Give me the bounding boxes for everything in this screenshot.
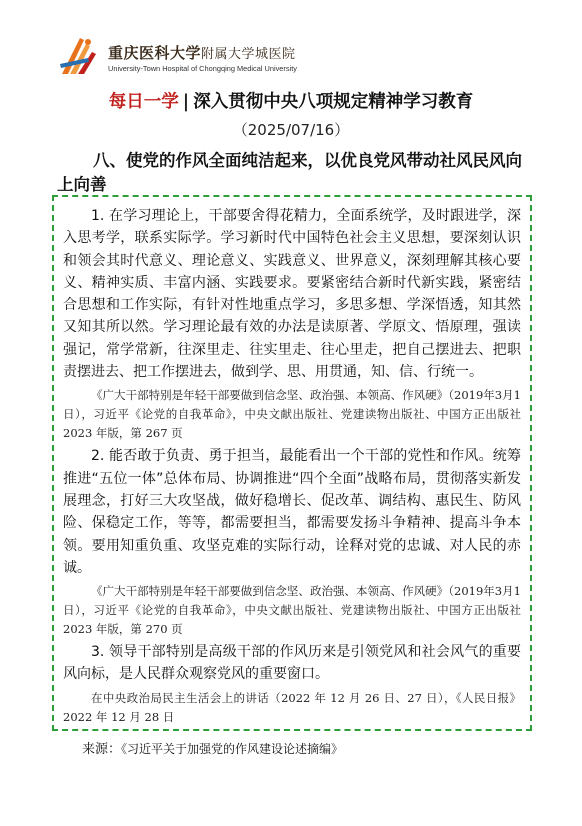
publish-date: （2025/07/16） bbox=[232, 121, 350, 139]
source-value: 《习近平关于加强党的作风建设论述摘编》 bbox=[121, 742, 344, 756]
section-heading: 八、使党的作风全面纯洁起来，以优良党风带动社风民风向上向善 bbox=[57, 151, 522, 194]
page-title bbox=[0, 88, 582, 113]
item-citation: 在中央政治局民主生活会上的讲话（2022 年 12 月 26 日、27 日），《人民日报》2022 年 12 月 28 日 bbox=[63, 690, 521, 724]
item-text: 2. 能否敢于负责、勇于担当，最能看出一个干部的党性和作风。统筹推进“五位一体”总体布局、协调推进“四个全面”战略布局，贯彻落实新发展理念，打好三大攻坚战，做好稳增长、促改革、调结构、惠民生、防风险、保稳定工作，等等，都需要担当，都需要发扬斗争精神、提高斗争本领。要用知重负重、攻坚克难的实际行动，诠释对党的忠诚、对人民的赤诚。 bbox=[63, 448, 521, 576]
hospital-header bbox=[58, 34, 298, 80]
item-text: 1. 在学习理论上，干部要舍得花精力，全面系统学，及时跟进学，深入思考学，联系实际学。学习新时代中国特色社会主义思想，要深刻认识和领会其时代意义、理论意义、实践意义、世界意义，深刻理解其核心要义、精神实质、丰富内涵、实践要求。要紧密结合新时代新实践，紧密结合思想和工作实际，有针对性地重点学习，多思多想、学深悟透，知其然又知其所以然。学习理论最有效的办法是读原著、学原文、悟原理，强读强记，常学常新，往深里走、往实里走、往心里走，把自己摆进去、把职责摆进去、把工作摆进去，做到学、思、用贯通，知、信、行统一。 bbox=[63, 208, 521, 381]
item-text: 3. 领导干部特别是高级干部的作风历来是引领党风和社会风气的重要风向标，是人民群众观察党风的重要窗口。 bbox=[63, 644, 521, 683]
title-tag: 每日一学 bbox=[108, 92, 179, 112]
source-label: 来源： bbox=[82, 742, 122, 757]
item-citation: 《广大干部特别是年轻干部要做到信念坚、政治强、本领高、作风硬》（2019年3月1日），习近平《论党的自我革命》，中央文献出版社、党建读物出版社、中国方正出版社 2023 年版，第 267 页 bbox=[63, 388, 521, 441]
source-line bbox=[82, 738, 343, 757]
item-citation: 《广大干部特别是年轻干部要做到信念坚、政治强、本领高、作风硬》（2019年3月1日），习近平《论党的自我革命》，中央文献出版社、党建读物出版社、中国方正出版社 2023 年版，第 270 页 bbox=[63, 584, 521, 637]
hospital-name-cn: 重庆医科大学附属大学城医院 bbox=[108, 44, 296, 62]
content-box bbox=[52, 195, 532, 731]
title-separator: | bbox=[182, 92, 190, 112]
cqmu-logo bbox=[58, 34, 102, 78]
title-text: 深入贯彻中央八项规定精神学习教育 bbox=[193, 92, 474, 112]
hospital-name-en: University-Town Hospital of Chongqing Medical University bbox=[108, 64, 297, 73]
